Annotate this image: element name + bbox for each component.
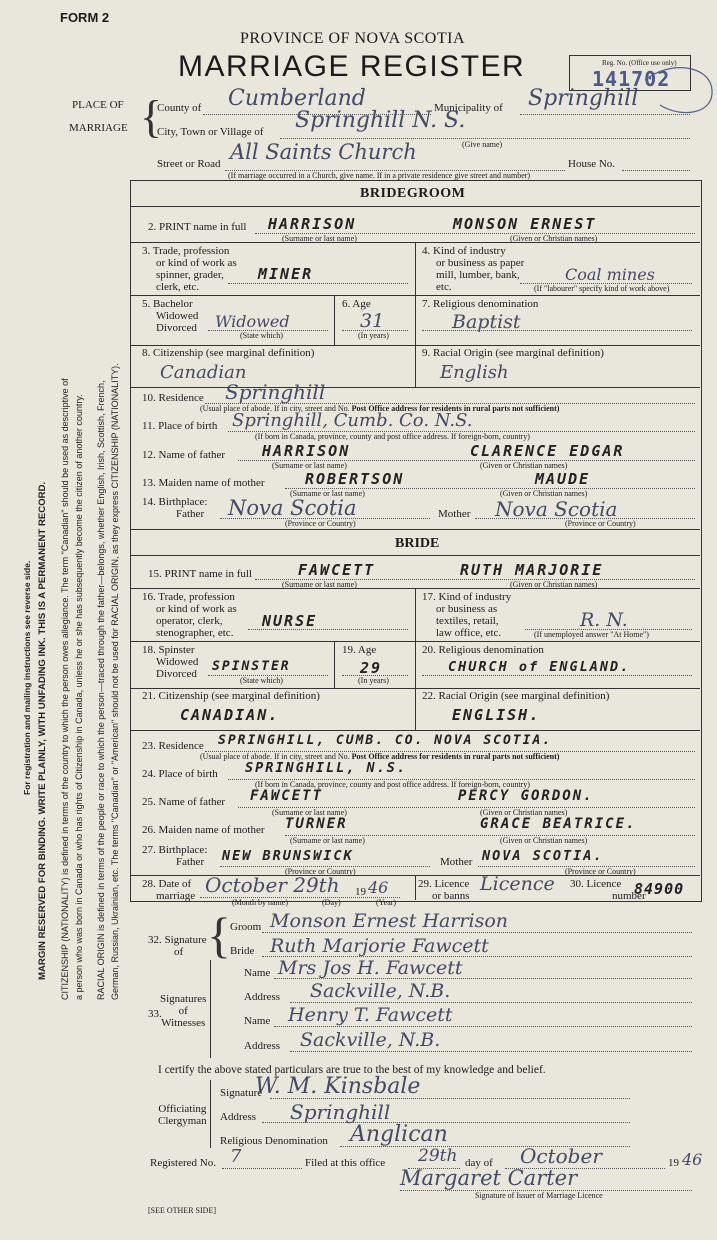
county-label: County of bbox=[157, 102, 202, 114]
day-of-label: day of bbox=[465, 1157, 493, 1169]
filed-day: 29th bbox=[418, 1146, 458, 1166]
groom-birthplace-parents-label: 14. Birthplace: Father bbox=[142, 496, 208, 520]
groom-father-surname-caption: (Surname or last name) bbox=[272, 461, 347, 470]
groom-mother-given-caption: (Given or Christian names) bbox=[500, 489, 588, 498]
groom-residence-label: 10. Residence bbox=[142, 392, 204, 404]
groom-mother-given: MAUDE bbox=[535, 470, 591, 488]
groom-racial-value: English bbox=[440, 362, 509, 383]
county-value: Cumberland bbox=[228, 86, 366, 111]
place-label-1: PLACE OF bbox=[72, 99, 124, 111]
registered-label: Registered No. bbox=[150, 1157, 216, 1169]
margin-line-5: RACIAL ORIGIN is defined in terms of the people or race to which the person—traced through the father—belongs, whether English, Irish, Scottish, French, bbox=[96, 380, 106, 1000]
marriage-year-caption: (Year) bbox=[376, 898, 397, 907]
marriage-date-label: 28. Date of marriage bbox=[142, 878, 196, 902]
street-caption: (If marriage occurred in a Church, give name. If in a private residence give street and number) bbox=[228, 171, 531, 180]
groom-surname: HARRISON bbox=[268, 215, 357, 233]
w1-address-label: Address bbox=[244, 991, 281, 1003]
groom-citizenship-label: 8. Citizenship (see marginal definition) bbox=[142, 347, 315, 359]
bride-birthplace-parents-label: 27. Birthplace: Father bbox=[142, 844, 208, 868]
bride-industry-caption: (If unemployed answer "At Home") bbox=[534, 630, 649, 639]
marriage-year-prefix: 19 bbox=[355, 886, 366, 898]
bride-residence-label: 23. Residence bbox=[142, 740, 204, 752]
bride-father-surname-caption: (Surname or last name) bbox=[272, 808, 347, 817]
bride-father-surname: FAWCETT bbox=[250, 788, 324, 804]
groom-father-surname: HARRISON bbox=[262, 442, 351, 460]
clergy-signature: W. M. Kinsbale bbox=[255, 1074, 421, 1099]
groom-bp-mother-caption: (Province or Country) bbox=[565, 519, 636, 528]
groom-birthplace-value: Springhill, Cumb. Co. N.S. bbox=[232, 410, 473, 431]
reg-stamp-loop bbox=[640, 60, 717, 120]
bride-religion-label: 20. Religious denomination bbox=[422, 644, 544, 656]
bride-status-label: 18. Spinster Widowed Divorced bbox=[142, 644, 199, 680]
reg-no-stamp: 141702 bbox=[592, 67, 671, 91]
bride-racial-value: ENGLISH. bbox=[452, 706, 541, 724]
groom-age-caption: (In years) bbox=[358, 331, 389, 340]
groom-mother-surname: ROBERTSON bbox=[305, 470, 405, 488]
groom-mother-label: 13. Maiden name of mother bbox=[142, 477, 265, 489]
w1-name-label: Name bbox=[244, 967, 271, 979]
groom-status-label: 5. Bachelor Widowed Divorced bbox=[142, 298, 199, 334]
bride-trade-value: NURSE bbox=[262, 612, 318, 630]
groom-status-caption: (State which) bbox=[240, 331, 283, 340]
street-value: All Saints Church bbox=[230, 140, 417, 164]
city-caption: (Give name) bbox=[462, 140, 503, 149]
province-heading: PROVINCE OF NOVA SCOTIA bbox=[240, 30, 466, 47]
see-other-side: [SEE OTHER SIDE] bbox=[148, 1206, 216, 1215]
clergy-label: Officiating Clergyman bbox=[158, 1103, 207, 1127]
w2-name-label: Name bbox=[244, 1015, 271, 1027]
groom-industry-caption: (If "labourer" specify kind of work above) bbox=[534, 284, 670, 293]
bride-age-caption: (In years) bbox=[358, 676, 389, 685]
bride-sig-label: Bride bbox=[230, 945, 255, 957]
signature-of-label: of bbox=[174, 946, 184, 958]
bride-bp-mother-label: Mother bbox=[440, 856, 473, 868]
groom-industry-label: 4. Kind of industry or business as paper mill, lumber, bank, etc. bbox=[422, 245, 525, 293]
bride-father-given-caption: (Given or Christian names) bbox=[480, 808, 568, 817]
bride-given: RUTH MARJORIE bbox=[460, 561, 604, 579]
witness-label-33: 33. bbox=[148, 1008, 162, 1020]
groom-bp-father-value: Nova Scotia bbox=[228, 496, 357, 520]
filed-month: October bbox=[520, 1144, 602, 1168]
filed-year: 46 bbox=[682, 1150, 703, 1169]
place-brace: { bbox=[140, 91, 163, 142]
bride-citizenship-label: 21. Citizenship (see marginal definition) bbox=[142, 690, 320, 702]
groom-given-caption: (Given or Christian names) bbox=[510, 234, 598, 243]
groom-bp-mother-label: Mother bbox=[438, 508, 471, 520]
groom-citizenship-value: Canadian bbox=[160, 362, 247, 383]
licence-value: Licence bbox=[480, 873, 555, 895]
margin-line-3: CITIZENSHIP (NATIONALITY) is defined in terms of the country to which the person owes allegiance. The term "Canadian" should be used as descriptive of bbox=[60, 378, 70, 1000]
groom-religion-value: Baptist bbox=[452, 311, 521, 333]
bride-trade-label: 16. Trade, profession or kind of work as operator, clerk, stenographer, etc. bbox=[142, 591, 237, 639]
bride-father-given: PERCY GORDON. bbox=[458, 788, 594, 804]
witness-label: Signatures of Witnesses bbox=[160, 993, 207, 1029]
filed-label: Filed at this office bbox=[305, 1157, 386, 1169]
bride-given-caption: (Given or Christian names) bbox=[510, 580, 598, 589]
municipality-label: Municipality of bbox=[434, 102, 503, 114]
w2-address: Sackville, N.B. bbox=[300, 1029, 441, 1051]
certify-statement: I certify the above stated particulars are true to the best of my knowledge and belief. bbox=[158, 1064, 546, 1076]
marriage-day-caption: (Day) bbox=[322, 898, 341, 907]
groom-mother-surname-caption: (Surname or last name) bbox=[290, 489, 365, 498]
bride-status-caption: (State which) bbox=[240, 676, 283, 685]
bride-mother-given-caption: (Given or Christian names) bbox=[500, 836, 588, 845]
groom-birthplace-label: 11. Place of birth bbox=[142, 420, 218, 432]
municipality-value: Springhill bbox=[528, 86, 639, 111]
form-number: FORM 2 bbox=[60, 10, 110, 25]
groom-age-value: 31 bbox=[360, 310, 385, 332]
margin-line-4: a person who was born in Canada or who has rights of Citizenship in Canada, unless he or she has subsequently become the citizen of another country. bbox=[74, 394, 84, 1000]
margin-line-2: MARGIN RESERVED FOR BINDING. WRITE PLAINLY, WITH UNFADING INK. THIS IS A PERMANENT RECORD. bbox=[37, 481, 48, 980]
filed-year-prefix: 19 bbox=[668, 1157, 679, 1169]
bride-birthplace-caption: (If born in Canada, province, county and post office address. If foreign-born, country) bbox=[255, 780, 530, 789]
bride-father-label: 25. Name of father bbox=[142, 796, 226, 808]
bride-status-value: SPINSTER bbox=[212, 659, 291, 674]
bride-citizenship-value: CANADIAN. bbox=[180, 706, 280, 724]
bride-industry-value: R. N. bbox=[580, 609, 628, 631]
marriage-month-caption: (Month by name) bbox=[232, 898, 288, 907]
bride-mother-surname: TURNER bbox=[285, 816, 348, 832]
bride-surname: FAWCETT bbox=[298, 561, 376, 579]
bride-religion-value: CHURCH of ENGLAND. bbox=[448, 659, 631, 675]
house-label: House No. bbox=[568, 158, 616, 170]
bride-heading: BRIDE bbox=[395, 536, 440, 551]
licence-label: 29. Licence or banns bbox=[418, 878, 470, 902]
city-label: City, Town or Village of bbox=[157, 126, 264, 138]
groom-bp-father-caption: (Province or Country) bbox=[285, 519, 356, 528]
groom-residence-value: Springhill bbox=[225, 380, 326, 404]
marriage-month-day: October 29th bbox=[205, 873, 340, 897]
issuer-caption: Signature of Issuer of Marriage Licence bbox=[475, 1191, 603, 1200]
groom-status-value: Widowed bbox=[215, 312, 290, 331]
groom-trade-label: 3. Trade, profession or kind of work as spinner, grader, clerk, etc. bbox=[142, 245, 237, 293]
groom-name-label: 2. PRINT name in full bbox=[148, 221, 247, 233]
groom-surname-caption: (Surname or last name) bbox=[282, 234, 357, 243]
groom-sig-label: Groom bbox=[230, 921, 262, 933]
bride-industry-label: 17. Kind of industry or business as textiles, retail, law office, etc. bbox=[422, 591, 512, 639]
street-label: Street or Road bbox=[157, 158, 221, 170]
groom-father-given-caption: (Given or Christian names) bbox=[480, 461, 568, 470]
bride-mother-given: GRACE BEATRICE. bbox=[480, 816, 637, 832]
bride-birthplace-value: SPRINGHILL, N.S. bbox=[245, 760, 408, 776]
bride-bp-father-caption: (Province or Country) bbox=[285, 867, 356, 876]
groom-religion-label: 7. Religious denomination bbox=[422, 298, 539, 310]
clergy-address: Springhill bbox=[290, 1100, 391, 1124]
registered-no: 7 bbox=[230, 1146, 242, 1167]
clergy-signature-label: Signature bbox=[220, 1087, 263, 1099]
bride-birthplace-label: 24. Place of birth bbox=[142, 768, 218, 780]
groom-racial-label: 9. Racial Origin (see marginal definition) bbox=[422, 347, 604, 359]
groom-industry-value: Coal mines bbox=[565, 265, 655, 284]
groom-signature: Monson Ernest Harrison bbox=[270, 910, 509, 932]
clergy-denomination-label: Religious Denomination bbox=[220, 1135, 328, 1147]
bride-mother-label: 26. Maiden name of mother bbox=[142, 824, 265, 836]
bride-residence-value: SPRINGHILL, CUMB. CO. NOVA SCOTIA. bbox=[218, 733, 553, 748]
groom-father-given: CLARENCE EDGAR bbox=[470, 442, 625, 460]
bride-racial-label: 22. Racial Origin (see marginal definition) bbox=[422, 690, 610, 702]
bride-mother-surname-caption: (Surname or last name) bbox=[290, 836, 365, 845]
groom-father-label: 12. Name of father bbox=[142, 449, 226, 461]
groom-age-label: 6. Age bbox=[342, 298, 371, 310]
signature-label-32: 32. Signature bbox=[148, 934, 207, 946]
bride-surname-caption: (Surname or last name) bbox=[282, 580, 357, 589]
bride-bp-father-value: NEW BRUNSWICK bbox=[222, 848, 354, 864]
city-value: Springhill N. S. bbox=[295, 108, 466, 133]
bride-name-label: 15. PRINT name in full bbox=[148, 568, 252, 580]
bride-bp-mother-caption: (Province or Country) bbox=[565, 867, 636, 876]
groom-residence-caption: (Usual place of abode. If in city, street and No. Post Office address for residents in rural parts not sufficient) bbox=[200, 404, 560, 413]
reg-no-label: Reg. No. (Office use only) bbox=[602, 59, 677, 67]
bride-residence-caption: (Usual place of abode. If in city, street and No. Post Office address for residents in rural parts not sufficient) bbox=[200, 752, 560, 761]
issuer-signature: Margaret Carter bbox=[400, 1166, 578, 1190]
clergy-denomination: Anglican bbox=[350, 1122, 448, 1147]
groom-trade-value: MINER bbox=[258, 265, 314, 283]
groom-birthplace-caption: (If born in Canada, province, county and post office address. If foreign-born, country) bbox=[255, 432, 530, 441]
w2-address-label: Address bbox=[244, 1040, 281, 1052]
bride-age-label: 19. Age bbox=[342, 644, 377, 656]
signature-brace: { bbox=[207, 907, 231, 963]
bride-bp-mother-value: NOVA SCOTIA. bbox=[482, 848, 604, 864]
licence-number-value: 84900 bbox=[634, 880, 685, 898]
bride-signature: Ruth Marjorie Fawcett bbox=[270, 935, 489, 957]
clergy-address-label: Address bbox=[220, 1111, 257, 1123]
groom-given: MONSON ERNEST bbox=[453, 215, 597, 233]
groom-bp-mother-value: Nova Scotia bbox=[495, 497, 618, 521]
page-title: MARRIAGE REGISTER bbox=[178, 50, 526, 83]
margin-line-1: For registration and mailing instructions see reverse side. bbox=[22, 560, 32, 795]
marriage-year: 46 bbox=[368, 878, 389, 897]
w2-name: Henry T. Fawcett bbox=[288, 1004, 453, 1026]
bridegroom-heading: BRIDEGROOM bbox=[360, 186, 466, 201]
w1-address: Sackville, N.B. bbox=[310, 980, 451, 1002]
place-label-2: MARRIAGE bbox=[69, 122, 128, 134]
licence-number-label: 30. Licence number bbox=[570, 878, 646, 902]
bride-age-value: 29 bbox=[360, 659, 383, 677]
margin-line-6: German, Russian, Ukrainian, etc. The terms "Canadian" or "American" should not be used for RACIAL ORIGIN, as they express CITIZENSHIP (NATIONALITY). bbox=[110, 363, 120, 1000]
w1-name: Mrs Jos H. Fawcett bbox=[278, 957, 463, 979]
